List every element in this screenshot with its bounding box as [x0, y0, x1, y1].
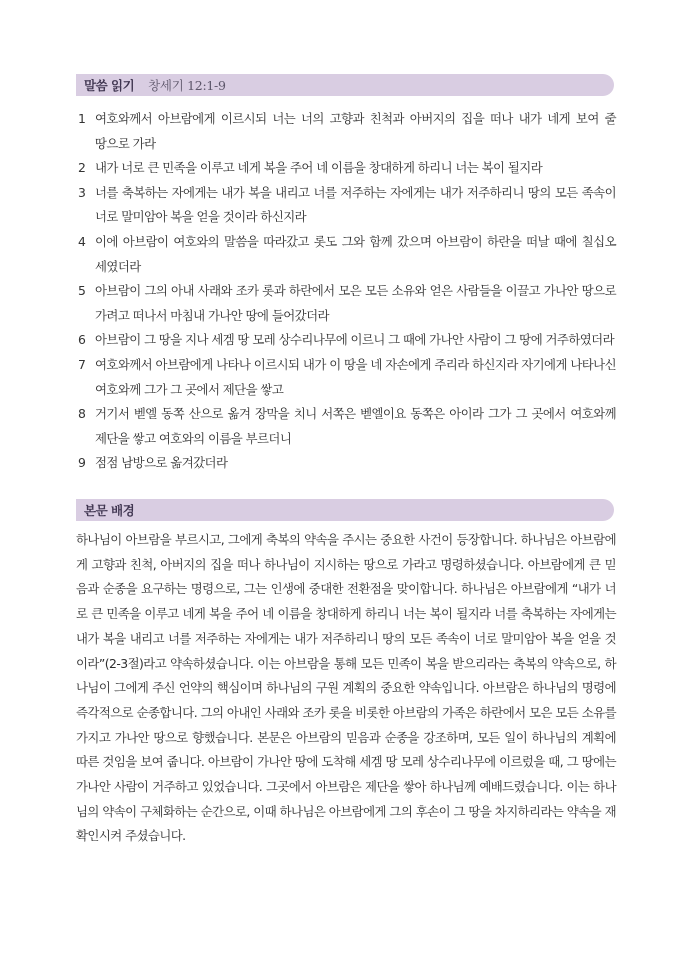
verse-text: 여호와께서 아브람에게 이르시되 너는 너의 고향과 친척과 아버지의 집을 떠나 내가 네게 보여 줄 땅으로 가라	[95, 111, 616, 151]
verse-list	[76, 107, 616, 476]
verse-text: 아브람이 그의 아내 사래와 조카 롯과 하란에서 모은 모든 소유와 얻은 사람들을 이끌고 가나안 땅으로 가려고 떠나서 마침내 가나안 땅에 들어갔더라	[95, 283, 616, 323]
verse-number: 4	[78, 233, 86, 249]
verse-item	[76, 328, 616, 353]
background-paragraph: 하나님이 아브람을 부르시고, 그에게 축복의 약속을 주시는 중요한 사건이 등장합니다. 하나님은 아브람에게 고향과 친척, 아버지의 집을 떠나 하나님이 지시하는 땅으로 가라고 명령하셨습니다. 아브람에게 큰 믿음과 순종을 요구하는 명령으로, 그는 인생에 중대한 전환점을 맞이합니다. 하나님은 아브람에게 “내가 너로 큰 민족을 이루고 네게 복을 주어 네 이름을 창대하게 하리니 너는 복이 될지라 너를 축복하는 자에게는 내가 복을 내리고 너를 저주하는 자에게는 내가 저주하리니 땅의 모든 족속이 너로 말미암아 복을 얻을 것이라”(2-3절)라고 약속하셨습니다. 이는 아브람을 통해 모든 민족이 복을 받으리라는 축복의 약속으로, 하나님이 그에게 주신 언약의 핵심이며 하나님의 구원 계획의 중요한 약속입니다. 아브람은 하나님의 명령에 즉각적으로 순종합니다. 그의 아내인 사래와 조카 롯을 비롯한 아브람의 가족은 하란에서 모은 모든 소유를 가지고 가나안 땅으로 향했습니다. 본문은 아브람의 믿음과 순종을 강조하며, 모든 일이 하나님의 계획에 따른 것임을 보여 줍니다. 아브람이 가나안 땅에 도착해 세겜 땅 모레 상수리나무에 이르렀을 때, 그 땅에는 가나안 사람이 거주하고 있었습니다. 그곳에서 아브람은 제단을 쌓아 하나님께 예배드렸습니다. 이는 하나님의 약속이 구체화하는 순간으로, 이때 하나님은 아브람에게 그의 후손이 그 땅을 차지하리라는 약속을 재확인시켜 주셨습니다.	[76, 532, 616, 844]
verse-number: 6	[78, 332, 86, 348]
verse-item	[76, 107, 616, 156]
verse-text: 내가 너로 큰 민족을 이루고 네게 복을 주어 네 이름을 창대하게 하리니 너는 복이 될지라	[95, 160, 543, 176]
verse-text: 거기서 벧엘 동쪽 산으로 옮겨 장막을 치니 서쪽은 벧엘이요 동쪽은 아이라 그가 그 곳에서 여호와께 제단을 쌓고 여호와의 이름을 부르더니	[95, 406, 616, 446]
verse-item	[76, 230, 616, 279]
verse-number: 5	[78, 283, 86, 299]
verse-text: 점점 남방으로 옮겨갔더라	[95, 455, 228, 471]
verse-text: 아브람이 그 땅을 지나 세겜 땅 모레 상수리나무에 이르니 그 때에 가나안 사람이 그 땅에 거주하였더라	[95, 332, 615, 348]
verse-text: 여호와께서 아브람에게 나타나 이르시되 내가 이 땅을 네 자손에게 주리라 하신지라 자기에게 나타나신 여호와께 그가 그 곳에서 제단을 쌓고	[95, 356, 616, 397]
verse-text: 너를 축복하는 자에게는 내가 복을 내리고 너를 저주하는 자에게는 내가 저주하리니 땅의 모든 족속이 너로 말미암아 복을 얻을 것이라 하신지라	[95, 184, 616, 225]
verse-item	[76, 451, 616, 476]
verse-text: 이에 아브람이 여호와의 말씀을 따라갔고 롯도 그와 함께 갔으며 아브람이 하란을 떠날 때에 칠십오 세였더라	[95, 233, 616, 274]
verse-number: 7	[78, 356, 86, 372]
section-header-text-background	[76, 499, 614, 521]
verse-item	[76, 156, 616, 181]
verse-number: 1	[78, 111, 86, 126]
verse-number: 2	[78, 160, 86, 176]
verse-item	[76, 353, 616, 402]
verse-number: 3	[78, 184, 86, 200]
section-header-bible-reading	[76, 74, 614, 96]
section-title: 말씀 읽기	[84, 78, 135, 93]
scripture-reference: 창세기 12:1-9	[148, 78, 226, 93]
verse-item	[76, 279, 616, 328]
verse-number: 9	[78, 455, 86, 471]
verse-item	[76, 402, 616, 451]
verse-item	[76, 181, 616, 230]
verse-number: 8	[78, 406, 86, 422]
section-title: 본문 배경	[84, 503, 135, 518]
